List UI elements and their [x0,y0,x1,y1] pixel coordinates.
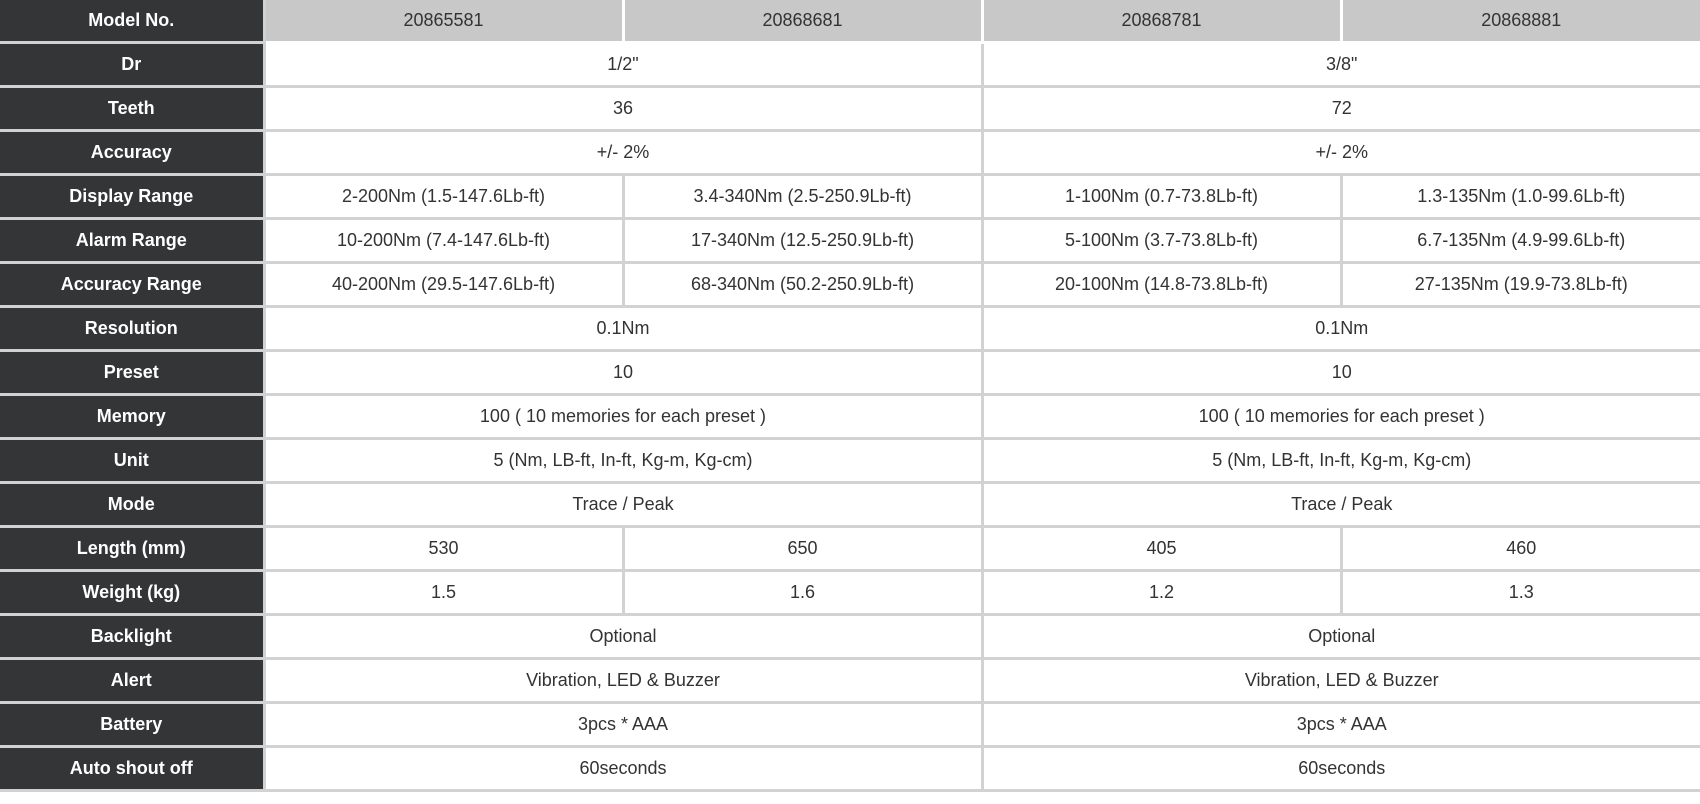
spec-row-label: Alarm Range [0,219,264,263]
spec-value-cell: Trace / Peak [264,483,982,527]
spec-value-cell: Vibration, LED & Buzzer [982,659,1700,703]
spec-row-label: Accuracy [0,131,264,175]
model-cell: 20868781 [982,0,1341,43]
spec-value-cell: 20-100Nm (14.8-73.8Lb-ft) [982,263,1341,307]
spec-row [0,527,1700,571]
spec-value-cell: 5 (Nm, LB-ft, In-ft, Kg-m, Kg-cm) [264,439,982,483]
model-no-label: Model No. [0,0,264,43]
spec-value-cell: 100 ( 10 memories for each preset ) [264,395,982,439]
spec-value-cell: 10 [982,351,1700,395]
spec-row [0,351,1700,395]
spec-row-label: Display Range [0,175,264,219]
spec-value-cell: 10 [264,351,982,395]
spec-value-cell: 60seconds [982,747,1700,791]
spec-value-cell: 60seconds [264,747,982,791]
spec-row-label: Accuracy Range [0,263,264,307]
model-cell: 20868681 [623,0,982,43]
spec-row [0,571,1700,615]
spec-row [0,87,1700,131]
spec-row [0,307,1700,351]
spec-value-cell: 1/2" [264,43,982,87]
spec-value-cell: 3pcs * AAA [982,703,1700,747]
spec-row [0,175,1700,219]
spec-value-cell: Vibration, LED & Buzzer [264,659,982,703]
spec-row-label: Memory [0,395,264,439]
spec-value-cell: 100 ( 10 memories for each preset ) [982,395,1700,439]
spec-value-cell: 3pcs * AAA [264,703,982,747]
spec-value-cell: 72 [982,87,1700,131]
spec-row-label: Mode [0,483,264,527]
model-header-row [0,0,1700,43]
spec-value-cell: 5-100Nm (3.7-73.8Lb-ft) [982,219,1341,263]
spec-row-label: Alert [0,659,264,703]
model-cell: 20868881 [1341,0,1700,43]
spec-value-cell: 27-135Nm (19.9-73.8Lb-ft) [1341,263,1700,307]
spec-value-cell: 10-200Nm (7.4-147.6Lb-ft) [264,219,623,263]
spec-value-cell: 3.4-340Nm (2.5-250.9Lb-ft) [623,175,982,219]
spec-value-cell: 530 [264,527,623,571]
spec-value-cell: Optional [982,615,1700,659]
spec-value-cell: 460 [1341,527,1700,571]
spec-value-cell: 68-340Nm (50.2-250.9Lb-ft) [623,263,982,307]
spec-value-cell: 1.5 [264,571,623,615]
spec-row [0,439,1700,483]
spec-row-label: Backlight [0,615,264,659]
spec-value-cell: +/- 2% [264,131,982,175]
spec-value-cell: 0.1Nm [982,307,1700,351]
spec-row-label: Unit [0,439,264,483]
model-cell: 20865581 [264,0,623,43]
spec-value-cell: 36 [264,87,982,131]
spec-row [0,263,1700,307]
spec-row-label: Weight (kg) [0,571,264,615]
spec-row [0,703,1700,747]
spec-row [0,747,1700,791]
spec-value-cell: 1.6 [623,571,982,615]
spec-row-label: Dr [0,43,264,87]
spec-row-label: Teeth [0,87,264,131]
spec-value-cell: 1.3-135Nm (1.0-99.6Lb-ft) [1341,175,1700,219]
spec-row-label: Preset [0,351,264,395]
spec-row [0,659,1700,703]
spec-row [0,131,1700,175]
spec-row [0,219,1700,263]
spec-row [0,483,1700,527]
spec-value-cell: Optional [264,615,982,659]
spec-row-label: Battery [0,703,264,747]
spec-row [0,43,1700,87]
spec-value-cell: Trace / Peak [982,483,1700,527]
spec-row-label: Resolution [0,307,264,351]
spec-value-cell: 6.7-135Nm (4.9-99.6Lb-ft) [1341,219,1700,263]
spec-row [0,395,1700,439]
spec-value-cell: 3/8" [982,43,1700,87]
spec-value-cell: 2-200Nm (1.5-147.6Lb-ft) [264,175,623,219]
spec-value-cell: 17-340Nm (12.5-250.9Lb-ft) [623,219,982,263]
spec-row-label: Length (mm) [0,527,264,571]
spec-value-cell: 40-200Nm (29.5-147.6Lb-ft) [264,263,623,307]
spec-value-cell: 1-100Nm (0.7-73.8Lb-ft) [982,175,1341,219]
spec-value-cell: 5 (Nm, LB-ft, In-ft, Kg-m, Kg-cm) [982,439,1700,483]
spec-row [0,615,1700,659]
spec-value-cell: +/- 2% [982,131,1700,175]
spec-value-cell: 0.1Nm [264,307,982,351]
spec-value-cell: 405 [982,527,1341,571]
spec-value-cell: 650 [623,527,982,571]
spec-row-label: Auto shout off [0,747,264,791]
spec-value-cell: 1.3 [1341,571,1700,615]
spec-value-cell: 1.2 [982,571,1341,615]
